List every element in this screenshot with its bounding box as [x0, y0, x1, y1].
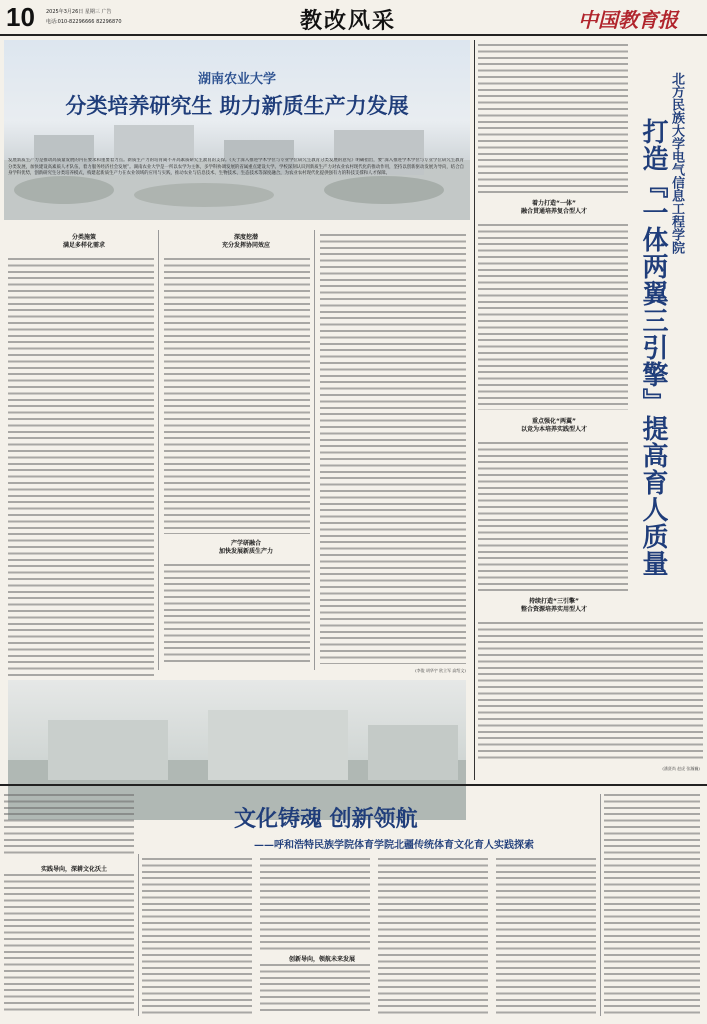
body-column [164, 258, 310, 534]
right-headline: 打造『一体两翼三引擎』提高育人质量 [638, 118, 668, 577]
right-kicker: 北方民族大学电气信息工程学院 [669, 72, 684, 254]
column-divider [138, 854, 139, 1016]
section-heading: 分类施策 满足多样化需求 [62, 234, 105, 249]
body-column [4, 874, 134, 1014]
body-column [478, 224, 628, 410]
section-heading: 产学研融合 加快发展新质生产力 [218, 540, 273, 555]
date-line: 2025年3月26日 星期三 广告 [46, 9, 112, 15]
article-headline: 分类培养研究生 助力新质生产力发展 [65, 94, 409, 118]
column-divider [314, 230, 315, 670]
body-column [164, 564, 310, 664]
bottom-subtitle: ——呼和浩特民族学院体育学院北疆传统体育文化育人实践探索 [254, 840, 534, 851]
section-heading: 持续打造“三引擎” 整合资源培养实用型人才 [520, 598, 587, 613]
page-header [0, 0, 707, 38]
article-byline: (李俊 胡华宇 欧立军 高绍文) [415, 668, 466, 673]
body-column [260, 964, 370, 1014]
column-divider [600, 794, 601, 1016]
masthead-logo: 中国教育报 [578, 8, 678, 32]
body-column [478, 442, 628, 592]
section-title: 教改风采 [300, 9, 397, 34]
bottom-headline: 文化铸魂 创新领航 [234, 807, 418, 832]
bottom-article [4, 790, 703, 1020]
body-column [142, 858, 252, 1014]
header-rule [0, 34, 707, 36]
phone-line: 电话:010-82296666 82296870 [46, 19, 122, 25]
column-divider [158, 230, 159, 670]
section-rule [0, 784, 707, 786]
section-heading: 深度挖潜 充分发挥协同效应 [221, 234, 270, 249]
body-column [496, 858, 596, 1014]
body-column [320, 234, 466, 664]
section-heading: 创新导向，领航未来发展 [288, 956, 355, 963]
page-number: 10 [6, 2, 35, 32]
body-column [478, 44, 628, 194]
section-heading: 着力打造“一体” 融合贯通培养复合型人才 [520, 200, 587, 215]
article-kicker: 湖南农业大学 [197, 72, 276, 87]
body-column [260, 858, 370, 950]
main-article [4, 40, 470, 780]
body-column [4, 794, 134, 858]
body-column [478, 622, 703, 762]
section-heading: 重点强化“两翼” 以竞为本培养实践型人才 [520, 418, 587, 433]
page-divider [474, 40, 475, 780]
body-column [378, 858, 488, 1014]
body-column [604, 794, 700, 1014]
article-lead: 发展新质生产力是推动高质量发展的内在要求和重要着力点。新质生产力的培育离不开高素质研究生教育的支撑。《关于深入推进学术学位与专业学位研究生教育分类发展的意见》明确指出，要“深入推进学术学位与专业学位研究生教育分类发展，加快建设高素质人才队伍，着力服务经济社会发展”。湖南农业大学是一所以农学为主体，多学科协调发展的省属重点建设大学。学校深刻认识到新质生产力对农业农村现代化的推动作用，坚持以创新驱动发展为导向，结合自身学科优势，创新研究生分类培养模式，构建起新质生产力在农业领域的应用与实践，推动农业与信息技术、生物技术、生态技术等深度融合，为农业农村现代化提供强有力的科技支撑和人才保障。 [8, 158, 464, 177]
right-byline: (潘贤尚 赵虎 张瀚巍) [662, 766, 700, 771]
right-article [478, 40, 703, 780]
section-heading: 实践导向，深耕文化沃土 [40, 866, 107, 873]
